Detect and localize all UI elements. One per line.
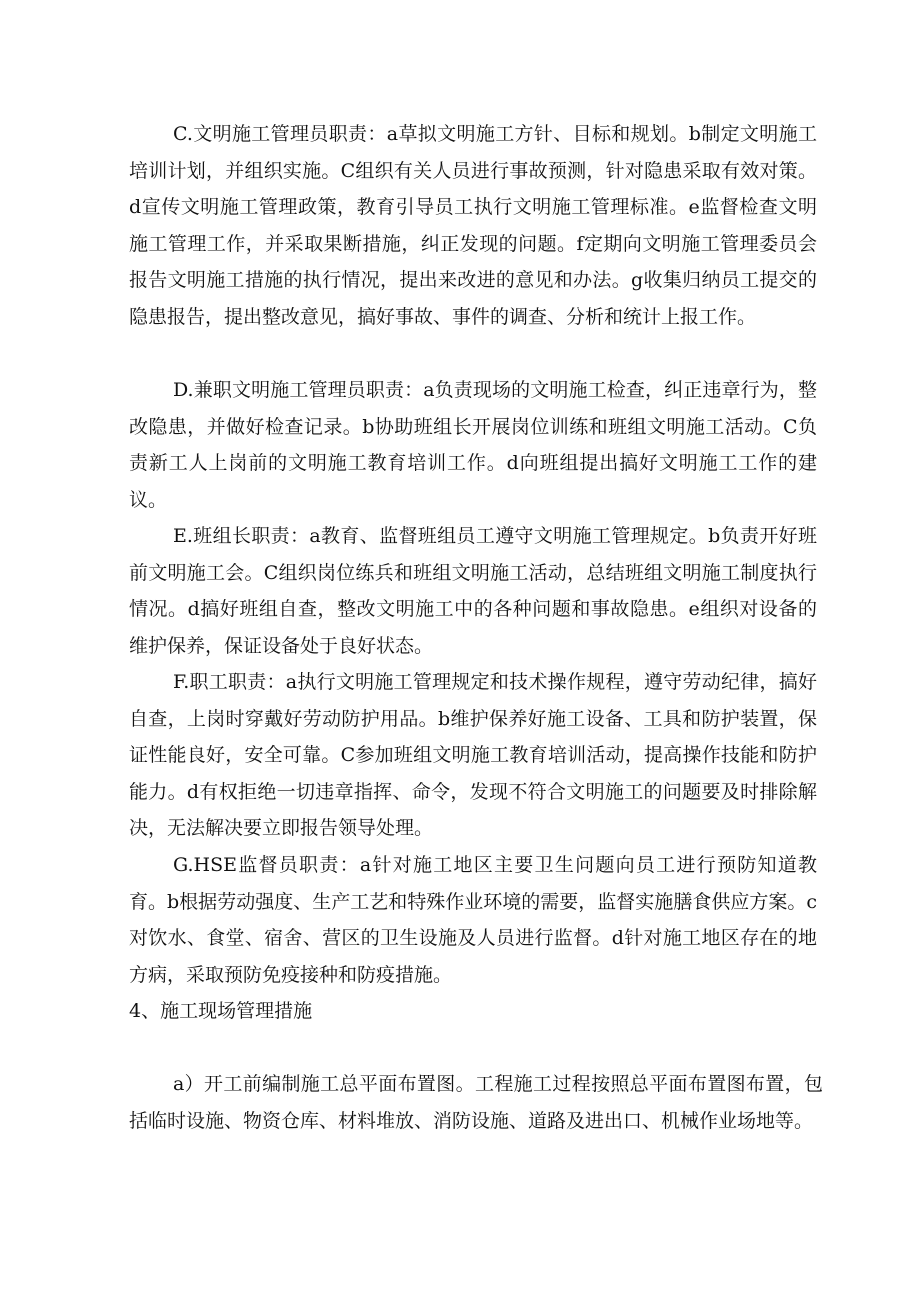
paragraph-part-time-manager-duties: D.兼职文明施工管理员职责：a负责现场的文明施工检查，纠正违章行为，整改隐患，并做好检查记录。b协助班组长开展岗位训练和班组文明施工活动。C负责新工人上岗前的文明施工教育培训工作。d向班组提出搞好文明施工工作的建议。 xyxy=(129,379,817,511)
paragraph-civilized-construction-manager-duties: C.文明施工管理员职责：a草拟文明施工方针、目标和规划。b制定文明施工培训计划，并组织实施。C组织有关人员进行事故预测，针对隐患采取有效对策。d宣传文明施工管理政策，教育引导员工执行文明施工管理标准。e监督检查文明施工管理工作，并采取果断措施，纠正发现的问题。f定期向文明施工管理委员会报告文明施工措施的执行情况，提出来改进的意见和办法。g收集归纳员工提交的隐患报告，提出整改意见，搞好事故、事件的调查、分析和统计上报工作。 xyxy=(129,123,817,328)
paragraph-site-layout-plan: a）开工前编制施工总平面布置图。工程施工过程按照总平面布置图布置，包括临时设施、物资仓库、材料堆放、消防设施、道路及进出口、机械作业场地等。 xyxy=(129,1073,823,1132)
section-heading: 4、施工现场管理措施 xyxy=(129,1000,313,1022)
paragraph-team-leader-duties: E.班组长职责：a教育、监督班组员工遵守文明施工管理规定。b负责开好班前文明施工会。C组织岗位练兵和班组文明施工活动，总结班组文明施工制度执行情况。d搞好班组自查，整改文明施工中的各种问题和事故隐患。e组织对设备的维护保养，保证设备处于良好状态。 xyxy=(129,525,817,657)
paragraph-worker-duties: F.职工职责：a执行文明施工管理规定和技术操作规程，遵守劳动纪律，搞好自查，上岗时穿戴好劳动防护用品。b维护保养好施工设备、工具和防护装置，保证性能良好，安全可靠。C参加班组文明施工教育培训活动，提高操作技能和防护能力。d有权拒绝一切违章指挥、命令，发现不符合文明施工的问题要及时排除解决，无法解决要立即报告领导处理。 xyxy=(129,671,817,839)
paragraph-hse-supervisor-duties: G.HSE监督员职责：a针对施工地区主要卫生问题向员工进行预防知道教育。b根据劳动强度、生产工艺和特殊作业环境的需要，监督实施膳食供应方案。c对饮水、食堂、宿舍、营区的卫生设施及人员进行监督。d针对施工地区存在的地方病，采取预防免疫接种和防疫措施。 xyxy=(129,854,817,986)
